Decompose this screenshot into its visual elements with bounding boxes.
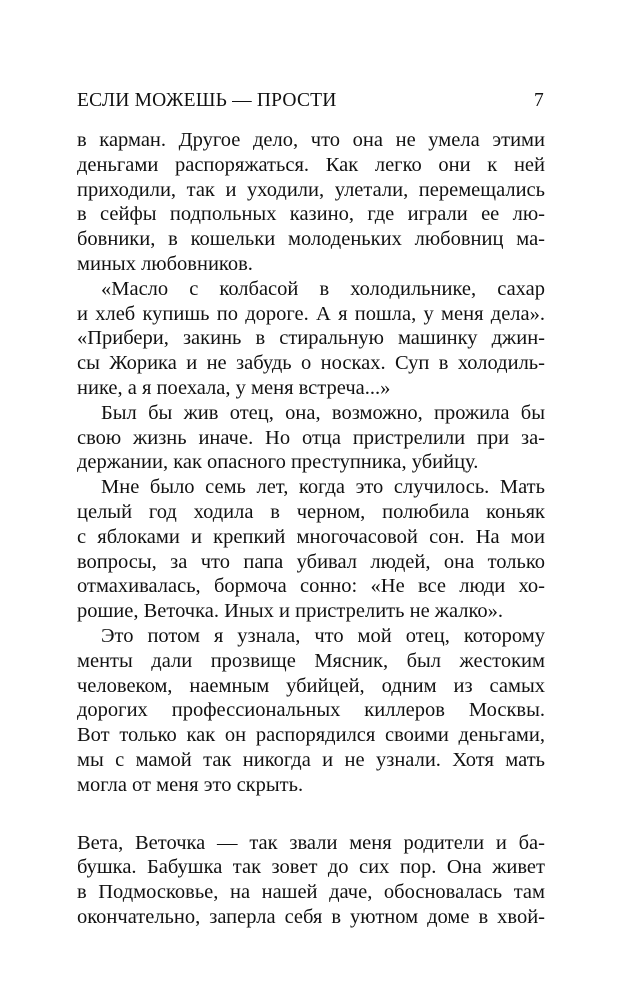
- body-text: [77, 128, 545, 930]
- text-line: держании, как опасного преступника, убийцу.: [77, 451, 479, 474]
- paragraph: [77, 475, 545, 624]
- running-header: [77, 90, 544, 120]
- text-line: с яблоками и крепкий многочасовой сон. На мои: [77, 525, 545, 548]
- text-line: окончательно, заперла себя в уютном доме в хвой-: [77, 905, 545, 928]
- text-line: «Прибери, закинь в стиральную машинку джин-: [77, 327, 545, 350]
- text-line: дорогих профессиональных киллеров Москвы.: [77, 699, 545, 722]
- paragraph: [77, 831, 545, 930]
- text-line: менты дали прозвище Мясник, был жестоким: [77, 649, 545, 672]
- text-line: вопросы, за что папа убивал людей, она только: [77, 550, 545, 573]
- text-line: сы Жорика и не забудь о носках. Суп в холодиль-: [77, 352, 545, 375]
- text-line: Был бы жив отец, она, возможно, прожила бы: [101, 401, 545, 424]
- text-line: Это потом я узнала, что мой отец, которому: [101, 624, 545, 647]
- text-line: бовники, в кошельки молоденьких любовниц ма-: [77, 228, 545, 251]
- paragraph: [77, 401, 545, 475]
- text-line: человеком, наемным убийцей, одним из самых: [77, 674, 545, 697]
- text-line: Мне было семь лет, когда это случилось. Мать: [101, 476, 545, 499]
- text-line: в сейфы подпольных казино, где играли ее лю-: [77, 203, 545, 226]
- text-line: Вета, Веточка — так звали меня родители и ба-: [77, 831, 545, 854]
- page-number: 7: [534, 90, 544, 111]
- text-line: и хлеб купишь по дороге. А я пошла, у меня дела».: [77, 302, 545, 325]
- paragraph: [77, 128, 545, 277]
- text-line: деньгами распоряжаться. Как легко они к ней: [77, 153, 545, 176]
- text-line: миных любовников.: [77, 252, 253, 275]
- text-line: в карман. Другое дело, что она не умела этими: [77, 129, 545, 151]
- paragraph: [77, 277, 545, 401]
- text-line: бушка. Бабушка так зовет до сих пор. Она живет: [77, 856, 545, 879]
- section-break: [77, 798, 545, 831]
- text-line: в Подмосковье, на нашей даче, обосновалась там: [77, 881, 545, 904]
- text-line: «Масло с колбасой в холодильнике, сахар: [101, 277, 545, 300]
- text-line: приходили, так и уходили, улетали, перемещались: [77, 178, 545, 201]
- text-line: могла от меня это скрыть.: [77, 773, 304, 796]
- text-line: свою жизнь иначе. Но отца пристрелили при за-: [77, 426, 545, 449]
- paragraph: [77, 624, 545, 798]
- text-line: рошие, Веточка. Иных и пристрелить не жалко».: [77, 600, 504, 623]
- text-line: нике, а я поехала, у меня встреча...»: [77, 376, 391, 399]
- text-line: отмахивалась, бормоча сонно: «Не все люди хо-: [77, 575, 545, 598]
- text-line: целый год ходила в черном, полюбила коньяк: [77, 500, 545, 523]
- text-line: Вот только как он распорядился своими деньгами,: [77, 724, 545, 747]
- book-title: ЕСЛИ МОЖЕШЬ — ПРОСТИ: [77, 90, 337, 111]
- text-line: мы с мамой так никогда и не узнали. Хотя мать: [77, 748, 545, 771]
